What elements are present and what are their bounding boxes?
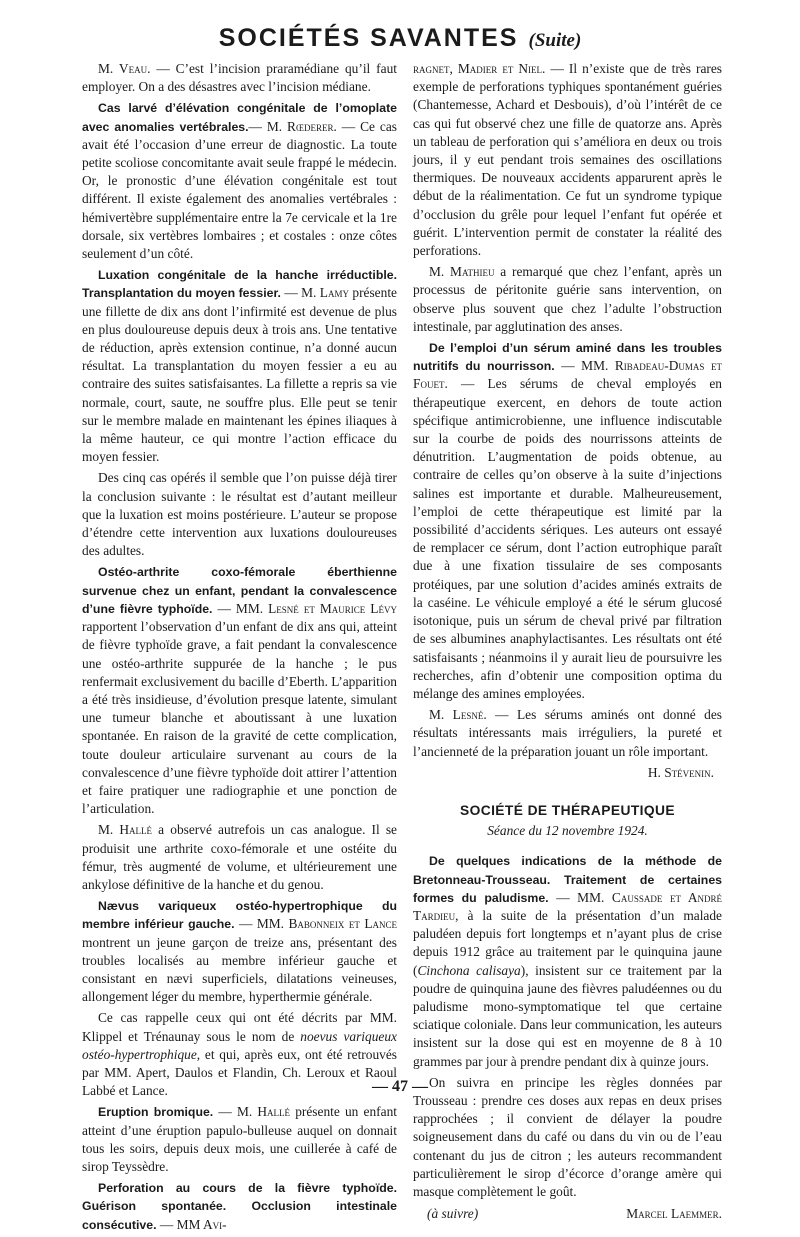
header-suite: (Suite) (528, 30, 582, 51)
speaker: — MM. Lesné et Maurice Lévy (212, 600, 397, 616)
paragraph-text: — Ce cas avait été l’occasion d’une erreur de diagnostic. La toute petite scoliose concomitante avait seule frappé le médecin. Or, le pronostic d’une élévation congénitale est tout différent. Il existe également des anomalies vertébrales : hémivertèbre supplémentaire entre la 7e cervicale et la 1re dorsale, six vertèbres lombaires ; et costales : onze côtes seulement d’un côté. (82, 118, 397, 262)
speaker: — M. Rœderer. (248, 118, 337, 134)
paragraph (413, 60, 722, 260)
section-title: Ostéo-arthrite coxo-fémorale éberthienne survenue chez un enfant, pendant la convalescence d’une fièvre typhoïde. (82, 565, 397, 616)
paragraph: On suivra en principe les règles données par Trousseau : prendre ces doses aux repas en deux prises rapprochées ; il convient de délayer la poudre soigneusement dans du café ou dans du vin ou de l’eau contenant du jus de citron ; les auteurs recommandent particulièrement le sirop d’écorce d’orange amère qui masque complètement le goût. (413, 1074, 722, 1199)
paragraph (82, 897, 397, 1006)
speaker: — M. Lamy (280, 285, 349, 301)
paragraph-text: a remarqué que chez l’enfant, après un processus de péritonite guérie sans intervention, on observe plus souvent que chez l’adulte l’obstruction intestinale, par agglutination des anses. (413, 264, 722, 334)
paragraph (413, 706, 722, 761)
speaker: — MM. Babonneix et Lance (234, 916, 397, 932)
author-signature: H. Stévenin. (647, 764, 714, 780)
speaker: — MM Avi- (156, 1216, 227, 1232)
section-title: De quelques indications de la méthode de Bretonneau-Trousseau. Traitement de certaines formes du paludisme. (413, 854, 722, 905)
speaker: ragnet, Madier et Niel. (413, 61, 546, 76)
section-title: Nævus variqueux ostéo-hypertrophique du membre inférieur gauche. (82, 899, 397, 932)
paragraph (82, 1179, 397, 1234)
paragraph (82, 99, 397, 263)
paragraph-text: présente une fillette de dix ans dont l’infirmité est devenue de plus en plus douloureuse depuis deux à trois ans. Une tentative de réduction, après extension continue, n’a donné aucun résultat. La transplantation du moyen fessier a eu au contraire des suites satisfaisantes. La fillette a repris sa vie normale, court, saute, ne souffre plus. Elle peut se tenir sur le membre malade en maintenant les épines iliaques à la même hauteur, ce qui montre l’action efficace du moyen fessier. (82, 285, 397, 465)
paragraph-text: — Il n’existe que de très rares exemple de perforations typhiques spontanément guéries (Chantemesse, Achard et Desbouis), d’où l’intérêt de ce cas qui fut observé chez une fille de quatorze ans. Après un tableau de perforation qui s’améliora en deux ou trois jours, il y eut pendant trois semaines des oscillations thermiques. De nouveaux accidents apparurent après le début de la réalimentation. Ce fut un syndrome typique d’occlusion du grêle pour lequel l’enfant fut opérée et guérit. L’intervention permit de constater la réalité des perforations. (413, 61, 723, 259)
paragraph-text: a observé autrefois un cas analogue. Il se produisit une arthrite coxo-fémorale et une ostéite du fémur, très augmenté de volume, et ultérieurement une ankylose définitive de la hanche et du genou. (82, 822, 398, 892)
paragraph (413, 852, 722, 1070)
paragraph-text: montrent un jeune garçon de treize ans, présentant des troubles localisés au membre inférieur gauche et consistant en nævi superficiels, dilatations veineuses, allongement léger du membre, hyperthermie générale. (82, 934, 397, 1005)
paragraph-text: — Les sérums de cheval employés en thérapeutique exercent, en dehors de toute action spécifique antimicrobienne, une influence indiscutable sur la courbe de poids des nourrissons atteints de dénutrition. L’augmentation de poids obtenue, au contraire de celles qu’on observe à la suite d’injections salines est importante et durable. Malheureusement, l’emploi de cette thérapeutique est limité par la possibilité d’accidents sériques. Les auteurs ont essayé de remplacer ce sérum, dont l’action eutrophique paraît due à une fixation tissulaire de ses composants protéiques, par une solution d’acides aminés extraits de la caséine. Le véhicule employé a été le sérum glucosé isotonique, puis un sérum de cheval privé par filtration de ses albumines anaphylactisantes. Les résultats ont été satisfaisants ; néanmoins il y aurait lieu de poursuivre les recherches, afin d’obtenir une composition optima du mélange des amines employées. (413, 376, 722, 701)
paragraph-text: — Les sérums aminés ont donné des résultats intéressants mais irréguliers, la pureté et l’ancienneté de la préparation jouant un rôle important. (413, 707, 722, 759)
article-footer (413, 1205, 722, 1223)
section-title: Cas larvé d’élévation congénitale de l’omoplate avec anomalies vertébrales. (82, 101, 397, 134)
italic-term: noevus variqueux ostéo-hypertrophique, (82, 1028, 397, 1062)
italic-term: Cinchona calisaya (417, 962, 521, 978)
page-header (0, 24, 800, 53)
section-title: Eruption bromique. (98, 1105, 214, 1120)
right-column (413, 60, 722, 1223)
paragraph-text: présente un enfant atteint d’une éruption papulo-bulleuse auquel on donnait tous les soirs, depuis deux mois, une cuillerée à café de sirop Teyssèdre. (82, 1104, 397, 1174)
author-signature: Marcel Laemmer. (626, 1206, 722, 1222)
left-column (82, 60, 397, 1237)
section-title: De l’emploi d’un sérum aminé dans les troubles nutritifs du nourrisson. (413, 341, 722, 374)
speaker: M. Mathieu (429, 264, 495, 280)
speaker: M. Lesné. (429, 707, 487, 723)
society-title: SOCIÉTÉ DE THÉRAPEUTIQUE (459, 802, 676, 818)
page-number: — 47 — (372, 1078, 428, 1095)
header-title: SOCIÉTÉS SAVANTES (218, 24, 519, 52)
paragraph-text: et qui, après eux, ont été retrouvés par MM. Apert, Daulos et Flandin, Ch. Leroux et Raoul Labbé et Lance. (82, 1046, 397, 1099)
paragraph: Des cinq cas opérés il semble que l’on puisse déjà tirer la conclusion suivante : le résultat est d’autant meilleur que la luxation est moins postérieure. L’auteur se propose d’étendre cette intervention aux luxations douloureuses des adultes. (82, 470, 397, 559)
paragraph (82, 821, 397, 894)
paragraph-text: — C’est l’incision praramédiane qu’il faut employer. On a des désastres avec l’incision médiane. (82, 61, 397, 95)
paragraph (413, 339, 722, 703)
paragraph-text: à la suite de la présentation d’un malade paludéen depuis fort longtemps et n’ayant plus de crise depuis 1912 grâce au traitement par le quinquina jaune ( (413, 907, 722, 978)
paragraph (413, 263, 722, 336)
section-title: Perforation au cours de la fièvre typhoïde. Guérison spontanée. Occlusion intestinale consécutive. (82, 1181, 397, 1232)
paragraph-text: ), insistent sur ce traitement par la poudre de quinquina jaune des fièvres paludéennes ou du paludisme mono-symptomatique tel que certaine sciatique coloniale. Dans leur communication, les auteurs insistent sur la dose qui est en moyenne de 8 à 10 grammes par jour à prendre pendant dix à quinze jours. (413, 962, 722, 1069)
paragraph-text: Ce cas rappelle ceux qui ont été décrits par MM. Klippel et Trénaunay sous le nom de (82, 1010, 397, 1044)
speaker: M. Veau. (98, 61, 151, 76)
speaker: — MM. Ribadeau-Dumas et Fouet. (413, 358, 722, 392)
to-be-continued: (à suivre) (427, 1206, 479, 1222)
paragraph (82, 563, 397, 818)
speaker: M. Hallé (98, 822, 153, 838)
paragraph (82, 1103, 397, 1176)
speaker: — MM. Caussade et André Tardieu, (413, 889, 722, 923)
paragraph (82, 266, 397, 466)
session-date: Séance du 12 novembre 1924. (487, 823, 648, 839)
paragraph-text: rapportent l’observation d’un enfant de dix ans qui, atteint de fièvre typhoïde grave, a fait pendant la convalescence une ostéo-arthrite suppurée de la hanche ; le pus renfermait exclusivement du bacille d’Eberth. L’apparition a été très insidieuse, d’évolution presque latente, simulant une tumeur blanche et aboutissant à une luxation spontanée. En raison de la gravité de cette complication, toute douleur articulaire survenant au cours de la convalescence d’une fièvre typhoïde doit attirer l’attention et faire pratiquer une radiographie et une ponction de l’articulation. (82, 619, 397, 817)
paragraph (82, 60, 397, 96)
speaker: — M. Hallé (213, 1104, 291, 1120)
section-title: Luxation congénitale de la hanche irréductible. Transplantation du moyen fessier. (82, 268, 397, 301)
